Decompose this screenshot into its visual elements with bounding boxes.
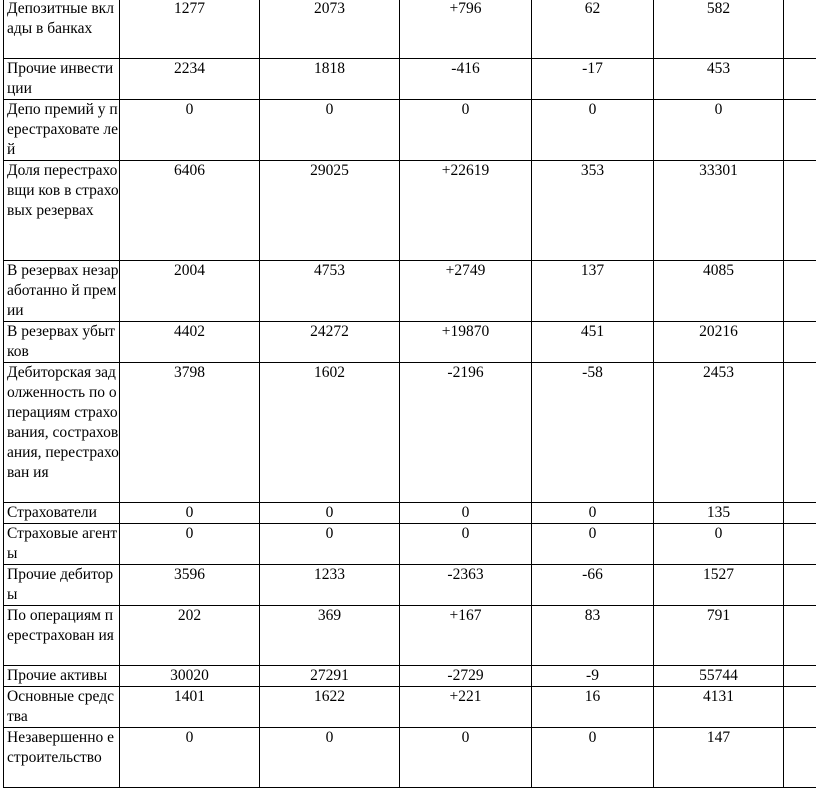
value-cell: 24272 bbox=[260, 322, 400, 363]
value-cell: 1233 bbox=[260, 565, 400, 606]
value-cell: 0 bbox=[532, 503, 654, 524]
value-cell: 0 bbox=[260, 100, 400, 161]
value-cell: 0 bbox=[260, 728, 400, 788]
value-cell: 0 bbox=[400, 524, 532, 565]
value-cell: +796 bbox=[400, 0, 532, 59]
row-label-cell: Прочие активы bbox=[4, 666, 120, 687]
row-label-cell: Незавершенно е строительство bbox=[4, 728, 120, 788]
empty-cell bbox=[784, 687, 816, 728]
value-cell: 353 bbox=[532, 161, 654, 261]
value-cell: 0 bbox=[654, 100, 784, 161]
empty-cell bbox=[784, 161, 816, 261]
value-cell: 0 bbox=[120, 100, 260, 161]
empty-cell bbox=[784, 59, 816, 100]
row-label-cell: Страховые агенты bbox=[4, 524, 120, 565]
value-cell: 1818 bbox=[260, 59, 400, 100]
row-label-cell: Депо премий у перестраховате лей bbox=[4, 100, 120, 161]
value-cell: 4402 bbox=[120, 322, 260, 363]
value-cell: -9 bbox=[532, 666, 654, 687]
value-cell: 2453 bbox=[654, 363, 784, 503]
table-row bbox=[4, 666, 816, 687]
table-row bbox=[4, 59, 816, 100]
empty-cell bbox=[784, 503, 816, 524]
empty-cell bbox=[784, 666, 816, 687]
row-label-cell: В резервах незаработанно й премии bbox=[4, 261, 120, 322]
row-label-cell: Дебиторская задолженность по операциям страхования, сострахования, перестрахован ия bbox=[4, 363, 120, 503]
table-row bbox=[4, 363, 816, 503]
empty-cell bbox=[784, 0, 816, 59]
value-cell: 4131 bbox=[654, 687, 784, 728]
table-row bbox=[4, 100, 816, 161]
table-row bbox=[4, 524, 816, 565]
value-cell: 0 bbox=[400, 728, 532, 788]
row-label-cell: В резервах убытков bbox=[4, 322, 120, 363]
table-row bbox=[4, 322, 816, 363]
value-cell: -416 bbox=[400, 59, 532, 100]
row-label-cell: По операциям перестрахован ия bbox=[4, 606, 120, 666]
row-label-cell: Депозитные вклады в банках bbox=[4, 0, 120, 59]
empty-cell bbox=[784, 565, 816, 606]
table-row bbox=[4, 565, 816, 606]
table-body bbox=[4, 0, 816, 788]
value-cell: -66 bbox=[532, 565, 654, 606]
value-cell: 0 bbox=[532, 728, 654, 788]
value-cell: 30020 bbox=[120, 666, 260, 687]
value-cell: +19870 bbox=[400, 322, 532, 363]
value-cell: 0 bbox=[260, 503, 400, 524]
row-label-cell: Прочие дебиторы bbox=[4, 565, 120, 606]
value-cell: 202 bbox=[120, 606, 260, 666]
value-cell: 33301 bbox=[654, 161, 784, 261]
table-row bbox=[4, 0, 816, 59]
empty-cell bbox=[784, 261, 816, 322]
value-cell: 0 bbox=[654, 524, 784, 565]
value-cell: 0 bbox=[260, 524, 400, 565]
financial-table bbox=[3, 0, 816, 788]
value-cell: +221 bbox=[400, 687, 532, 728]
table-row bbox=[4, 161, 816, 261]
value-cell: 83 bbox=[532, 606, 654, 666]
value-cell: 3798 bbox=[120, 363, 260, 503]
row-label-cell: Основные средства bbox=[4, 687, 120, 728]
value-cell: 62 bbox=[532, 0, 654, 59]
empty-cell bbox=[784, 524, 816, 565]
value-cell: 0 bbox=[400, 503, 532, 524]
value-cell: -2363 bbox=[400, 565, 532, 606]
empty-cell bbox=[784, 728, 816, 788]
value-cell: +22619 bbox=[400, 161, 532, 261]
value-cell: 0 bbox=[532, 100, 654, 161]
table-row bbox=[4, 503, 816, 524]
value-cell: 1277 bbox=[120, 0, 260, 59]
value-cell: 137 bbox=[532, 261, 654, 322]
empty-cell bbox=[784, 606, 816, 666]
value-cell: 29025 bbox=[260, 161, 400, 261]
value-cell: 0 bbox=[400, 100, 532, 161]
value-cell: +167 bbox=[400, 606, 532, 666]
value-cell: 1622 bbox=[260, 687, 400, 728]
table-row bbox=[4, 606, 816, 666]
value-cell: 6406 bbox=[120, 161, 260, 261]
empty-cell bbox=[784, 363, 816, 503]
value-cell: -2729 bbox=[400, 666, 532, 687]
value-cell: 1401 bbox=[120, 687, 260, 728]
value-cell: 0 bbox=[120, 503, 260, 524]
value-cell: 3596 bbox=[120, 565, 260, 606]
value-cell: 55744 bbox=[654, 666, 784, 687]
value-cell: 0 bbox=[532, 524, 654, 565]
value-cell: 4753 bbox=[260, 261, 400, 322]
value-cell: 16 bbox=[532, 687, 654, 728]
value-cell: 1602 bbox=[260, 363, 400, 503]
row-label-cell: Прочие инвестиции bbox=[4, 59, 120, 100]
value-cell: 2234 bbox=[120, 59, 260, 100]
table-row bbox=[4, 261, 816, 322]
value-cell: -17 bbox=[532, 59, 654, 100]
value-cell: 2073 bbox=[260, 0, 400, 59]
value-cell: -2196 bbox=[400, 363, 532, 503]
value-cell: 147 bbox=[654, 728, 784, 788]
value-cell: 20216 bbox=[654, 322, 784, 363]
value-cell: +2749 bbox=[400, 261, 532, 322]
value-cell: 135 bbox=[654, 503, 784, 524]
value-cell: 27291 bbox=[260, 666, 400, 687]
value-cell: -58 bbox=[532, 363, 654, 503]
value-cell: 451 bbox=[532, 322, 654, 363]
table-row bbox=[4, 728, 816, 788]
value-cell: 2004 bbox=[120, 261, 260, 322]
value-cell: 4085 bbox=[654, 261, 784, 322]
value-cell: 582 bbox=[654, 0, 784, 59]
value-cell: 0 bbox=[120, 524, 260, 565]
value-cell: 0 bbox=[120, 728, 260, 788]
row-label-cell: Страхователи bbox=[4, 503, 120, 524]
empty-cell bbox=[784, 322, 816, 363]
empty-cell bbox=[784, 100, 816, 161]
value-cell: 791 bbox=[654, 606, 784, 666]
value-cell: 1527 bbox=[654, 565, 784, 606]
value-cell: 453 bbox=[654, 59, 784, 100]
row-label-cell: Доля перестраховщи ков в страховых резервах bbox=[4, 161, 120, 261]
table-row bbox=[4, 687, 816, 728]
value-cell: 369 bbox=[260, 606, 400, 666]
